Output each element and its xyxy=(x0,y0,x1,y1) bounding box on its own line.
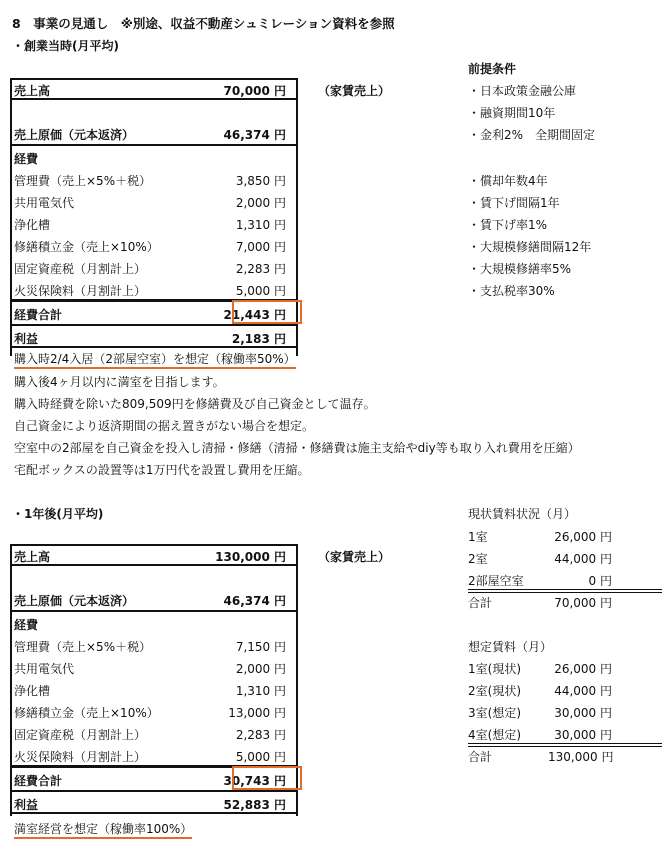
revenue-row: 売上高 70,000 円 xyxy=(10,78,298,100)
assumption-item: ・賃下げ率1% xyxy=(468,218,548,232)
revenue-note: （家賃売上） xyxy=(318,84,391,98)
profit-row: 利益 2,183 円 xyxy=(14,332,286,346)
occupancy-note: 満室経営を想定（稼働率100%） xyxy=(14,820,192,837)
assumption-item: ・支払税率30% xyxy=(468,284,555,298)
section-title-year1: ・1年後(月平均) xyxy=(12,507,104,521)
cogs-row: 売上原価（元本返済） 46,374 円 xyxy=(14,128,286,142)
expenses-heading: 経費 xyxy=(14,152,39,166)
expense-row: 共用電気代 2,000 円 xyxy=(14,662,286,676)
assumptions-title: 前提条件 xyxy=(468,62,517,76)
expense-row: 固定資産税（月割計上） 2,283 円 xyxy=(14,262,286,276)
expense-row: 修繕積立金（売上×10%） 7,000 円 xyxy=(14,240,286,254)
current-rent-title: 現状賃料状況（月） xyxy=(468,507,577,521)
expense-row: 固定資産税（月割計上） 2,283 円 xyxy=(14,728,286,742)
expense-row: 火災保険料（月割計上） 5,000 円 xyxy=(14,284,286,298)
expense-row: 浄化槽 1,310 円 xyxy=(14,218,286,232)
expense-row: 修繕積立金（売上×10%） 13,000 円 xyxy=(14,706,286,720)
expense-row: 管理費（売上×5%＋税） 7,150 円 xyxy=(14,640,286,654)
section-title-start: ・創業当時(月平均) xyxy=(12,39,119,53)
expense-total-row: 経費合計 21,443 円 xyxy=(14,308,286,322)
page-title: 8 事業の見通し ※別途、収益不動産シュミレーション資料を参照 xyxy=(12,16,395,31)
total-highlight xyxy=(232,300,302,324)
assumption-item: ・金利2% 全期間固定 xyxy=(468,128,596,142)
occupancy-note: 購入時2/4入居（2部屋空室）を想定（稼働率50%） xyxy=(14,350,296,367)
expense-row: 共用電気代 2,000 円 xyxy=(14,196,286,210)
cogs-row: 売上原価（元本返済） 46,374 円 xyxy=(14,594,286,608)
assumption-item: ・日本政策金融公庫 xyxy=(468,84,577,98)
expense-total-row: 経費合計 30,743 円 xyxy=(14,774,286,788)
note-line: 宅配ボックスの設置等は1万円代を設置し費用を圧縮。 xyxy=(14,463,310,477)
total-highlight xyxy=(232,766,302,790)
note-line: 購入時経費を除いた809,509円を修繕費及び自己資金として温存。 xyxy=(14,397,376,411)
note-line: 購入後4ヶ月以内に満室を目指します。 xyxy=(14,375,225,389)
expense-row: 浄化槽 1,310 円 xyxy=(14,684,286,698)
assumption-item: ・償却年数4年 xyxy=(468,174,548,188)
revenue-note: （家賃売上） xyxy=(318,550,391,564)
expense-row: 管理費（売上×5%＋税） 3,850 円 xyxy=(14,174,286,188)
note-line: 空室中の2部屋を自己資金を投入し清掃・修繕（清掃・修繕費は施主支給やdiy等も取り入れ費用を圧縮） xyxy=(14,441,580,455)
assumption-item: ・大規模修繕率5% xyxy=(468,262,572,276)
assumed-rent-title: 想定賃料（月） xyxy=(468,640,553,654)
assumption-item: ・賃下げ間隔1年 xyxy=(468,196,560,210)
assumption-item: ・融資期間10年 xyxy=(468,106,556,120)
expenses-heading: 経費 xyxy=(14,618,39,632)
assumption-item: ・大規模修繕間隔12年 xyxy=(468,240,592,254)
note-line: 自己資金により返済期間の据え置きがない場合を想定。 xyxy=(14,419,315,433)
expense-row: 火災保険料（月割計上） 5,000 円 xyxy=(14,750,286,764)
profit-row: 利益 52,883 円 xyxy=(14,798,286,812)
revenue-row: 売上高 130,000 円 xyxy=(10,544,298,566)
